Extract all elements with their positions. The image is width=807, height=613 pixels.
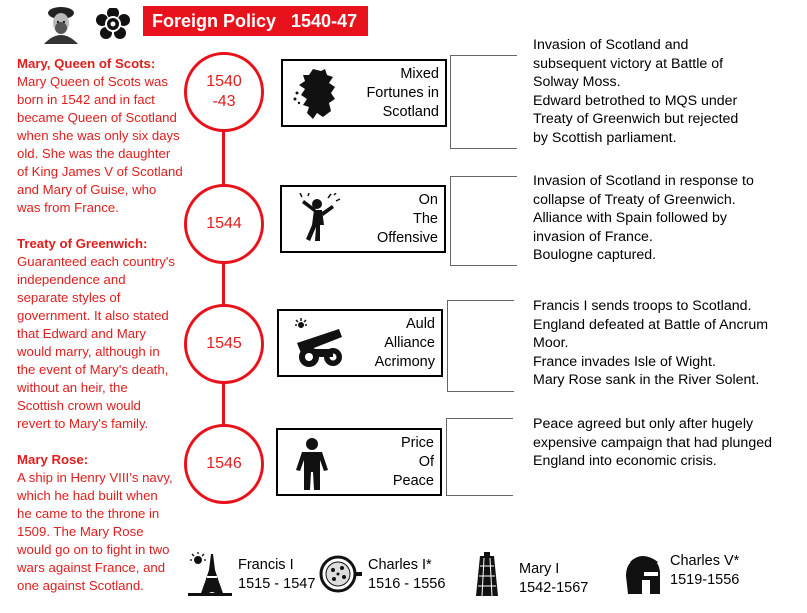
notes-line: Mary Queen of Scots was	[17, 74, 168, 89]
event-line: Solway Moss.	[533, 74, 621, 90]
event-line: collapse of Treaty of Greenwich.	[533, 191, 736, 208]
year-circle	[184, 52, 264, 132]
event-list	[533, 297, 801, 390]
notes-heading: Treaty of Greenwich:	[17, 236, 148, 251]
notes-line: the event of Mary's death,	[17, 362, 169, 377]
event-line: expensive campaign that had plunged	[533, 434, 772, 451]
event-line: Invasion of Scotland and	[533, 37, 689, 53]
event-line: Mary Rose sank in the River Solent.	[533, 372, 760, 388]
event-line: Treaty of Greenwich but rejected	[533, 111, 739, 127]
henry-viii-portrait-icon	[40, 4, 82, 44]
event-list	[533, 415, 801, 471]
monarch-charles-v	[620, 552, 800, 598]
notes-heading: Mary, Queen of Scots:	[17, 56, 156, 71]
notes-line: of King James V of Scotland	[17, 164, 183, 179]
theme-box	[276, 428, 442, 496]
paella-icon	[318, 552, 362, 596]
notes-line: 1509. The Mary Rose	[17, 524, 144, 539]
notes-line: would go on to fight in two	[17, 542, 170, 557]
event-bracket	[450, 55, 517, 149]
scotland-map-icon	[291, 67, 343, 121]
notes-line: that Edward and Mary	[17, 326, 147, 341]
event-line: invasion of France.	[533, 228, 653, 245]
year-circle	[184, 184, 264, 264]
bagpipe-icon	[470, 552, 514, 596]
notes-line: would marry, although in	[17, 344, 160, 359]
notes-section-mqs	[17, 55, 187, 217]
monarch-name: Charles I*	[368, 557, 432, 573]
notes-heading: Mary Rose:	[17, 452, 89, 467]
year-circle	[184, 304, 264, 384]
notes-line: born in 1542 and in fact	[17, 92, 155, 107]
notes-line: Guaranteed each country's	[17, 254, 175, 269]
notes-line: revert to Mary's family.	[17, 416, 149, 431]
event-line: by Scottish parliament.	[533, 129, 677, 146]
event-bracket	[446, 418, 513, 496]
monarch-charles-i	[318, 552, 453, 598]
notes-line: independence and	[17, 272, 126, 287]
event-line: Boulogne captured.	[533, 247, 657, 263]
event-bracket	[447, 300, 514, 392]
event-line: Moor.	[533, 335, 569, 351]
year-circle	[184, 424, 264, 504]
year-label: 1544	[206, 215, 242, 232]
year-label: 1545	[206, 335, 242, 352]
attacking-figure-icon	[290, 193, 342, 247]
theme-box	[277, 309, 443, 377]
monarch-name: Charles V*	[670, 553, 740, 569]
notes-line: wars against France, and	[17, 560, 166, 575]
monarch-years: 1516 - 1556	[368, 576, 446, 592]
monarch-francis-i	[188, 552, 323, 598]
cannon-icon	[287, 317, 339, 371]
monarch-name: Mary I	[519, 561, 560, 577]
notes-section-greenwich	[17, 235, 187, 433]
event-line: Alliance with Spain followed by	[533, 210, 728, 226]
spartan-helmet-icon	[620, 552, 664, 596]
timeline-line	[222, 90, 225, 470]
notes-line: A ship in Henry VIII’s navy,	[17, 470, 173, 485]
year-label: 1546	[206, 455, 242, 472]
event-list	[533, 172, 801, 265]
notes-line: which he had built when	[17, 488, 158, 503]
event-line: Invasion of Scotland in response to	[533, 173, 754, 189]
notes-line: was from France.	[17, 200, 119, 215]
theme-label: Price Of Peace	[392, 435, 434, 489]
event-line: subsequent victory at Battle of	[533, 55, 724, 72]
notes-line: separate styles of	[17, 290, 121, 305]
event-line: England defeated at Battle of Ancrum	[533, 316, 769, 333]
notes-line: and Mary of Guise, who	[17, 182, 157, 197]
event-line: Francis I sends troops to Scotland.	[533, 298, 752, 314]
standing-figure-icon	[286, 436, 338, 490]
monarch-name: Francis I	[238, 557, 294, 573]
notes-line: when she was only six days	[17, 128, 180, 143]
context-notes	[17, 55, 187, 613]
event-line: Edward betrothed to MQS under	[533, 92, 738, 109]
theme-label: Auld Alliance Acrimony	[374, 316, 435, 370]
monarch-years: 1515 - 1547	[238, 576, 316, 592]
notes-line: one against Scotland.	[17, 578, 144, 593]
notes-line: became Queen of Scotland	[17, 110, 177, 125]
event-list	[533, 36, 801, 147]
year-label: 1540 -43	[206, 73, 242, 110]
eiffel-tower-icon	[188, 552, 232, 596]
theme-box	[280, 185, 446, 253]
event-line: England into economic crisis.	[533, 453, 717, 469]
notes-line: Scottish crown would	[17, 398, 141, 413]
monarch-years: 1542-1567	[519, 580, 589, 596]
event-line: France invades Isle of Wight.	[533, 353, 716, 370]
theme-label: Mixed Fortunes in Scotland	[366, 66, 439, 120]
notes-line: old. She was the daughter	[17, 146, 171, 161]
page-title: Foreign Policy 1540-47	[143, 6, 368, 36]
event-bracket	[450, 176, 517, 266]
monarch-years: 1519-1556	[670, 572, 740, 588]
notes-section-mary-rose	[17, 451, 187, 595]
event-line: Peace agreed but only after hugely	[533, 416, 754, 432]
theme-label: On The Offensive	[377, 192, 438, 246]
notes-line: he came to the throne in	[17, 506, 160, 521]
tudor-rose-icon	[96, 8, 130, 40]
monarch-mary-i	[470, 552, 605, 598]
notes-line: government. It also stated	[17, 308, 169, 323]
notes-line: without an heir, the	[17, 380, 128, 395]
theme-box	[281, 59, 447, 127]
